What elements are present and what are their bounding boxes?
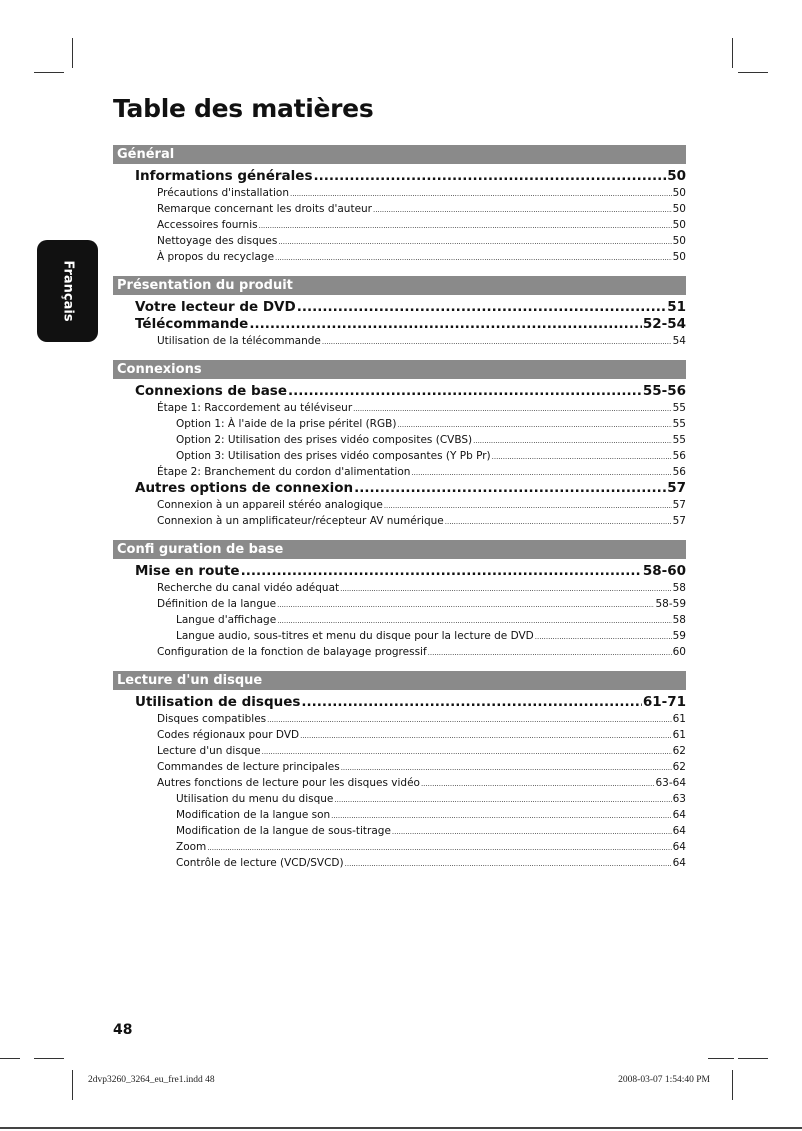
toc-section (113, 145, 686, 265)
dot-leader (301, 694, 641, 711)
toc-entry[interactable] (113, 855, 686, 871)
toc-entry-page: 50 (672, 203, 686, 215)
toc-entry[interactable] (113, 563, 686, 580)
section-header: Lecture d'un disque (113, 671, 686, 690)
crop-mark (738, 1058, 768, 1059)
toc-entry-label: Définition de la langue (157, 598, 277, 610)
toc-entry[interactable] (113, 612, 686, 628)
toc-entry[interactable] (113, 480, 686, 497)
toc-section (113, 540, 686, 660)
toc-entry-page: 57 (672, 515, 686, 527)
toc-entry-label: Précautions d'installation (157, 187, 290, 199)
toc-entry[interactable] (113, 596, 686, 612)
toc-entry-label: Commandes de lecture principales (157, 761, 340, 773)
toc-entry[interactable] (113, 168, 686, 185)
toc-entry-page: 64 (672, 809, 686, 821)
toc-entry-page: 63-64 (655, 777, 686, 789)
toc-entry-label: Connexion à un appareil stéréo analogique (157, 499, 383, 511)
toc-entry-page: 61 (672, 729, 686, 741)
toc-entry-label: Autres options de connexion (135, 480, 354, 496)
toc-entry-page: 55 (672, 402, 686, 414)
dot-leader (428, 644, 672, 661)
toc-entry-label: Contrôle de lecture (VCD/SVCD) (176, 857, 344, 869)
toc-entry-page: 62 (672, 745, 686, 757)
toc-entry[interactable] (113, 759, 686, 775)
toc-entry-label: Option 1: À l'aide de la prise péritel (RGB) (176, 418, 397, 430)
toc-entry-page: 58 (672, 582, 686, 594)
toc-entry-page: 60 (672, 646, 686, 658)
toc-entry-page: 54 (672, 335, 686, 347)
toc-entry-page: 61-71 (642, 694, 686, 710)
dot-leader (340, 580, 671, 597)
section-header: Présentation du produit (113, 276, 686, 295)
dot-leader (535, 628, 672, 645)
toc-entry[interactable] (113, 185, 686, 201)
toc-entry-label: Configuration de la fonction de balayage progressif (157, 646, 427, 658)
dot-leader (277, 612, 671, 629)
toc-entry-page: 55-56 (642, 383, 686, 399)
dot-leader (249, 316, 642, 333)
toc-entry-page: 50 (672, 187, 686, 199)
toc-entry-page: 50 (672, 219, 686, 231)
toc-entry-page: 50 (667, 168, 686, 184)
toc-section (113, 671, 686, 871)
toc-entry-label: Étape 1: Raccordement au téléviseur (157, 402, 353, 414)
toc-entry[interactable] (113, 497, 686, 513)
toc-entry[interactable] (113, 201, 686, 217)
toc-entry[interactable] (113, 775, 686, 791)
toc-entry-page: 57 (667, 480, 686, 496)
toc-entry-label: Mise en route (135, 563, 240, 579)
dot-leader (259, 217, 672, 234)
toc-entry[interactable] (113, 333, 686, 349)
toc-entry[interactable] (113, 644, 686, 660)
toc-entry[interactable] (113, 823, 686, 839)
toc-entry-page: 58-59 (655, 598, 686, 610)
dot-leader (278, 233, 671, 250)
dot-leader (492, 448, 672, 465)
toc-entry-label: Utilisation de disques (135, 694, 301, 710)
dot-leader (322, 333, 672, 350)
toc-entry[interactable] (113, 316, 686, 333)
toc-section (113, 276, 686, 349)
toc-entry-label: À propos du recyclage (157, 251, 275, 263)
toc-entry-page: 55 (672, 418, 686, 430)
dot-leader (345, 855, 672, 872)
section-header: Confi guration de base (113, 540, 686, 559)
dot-leader (411, 464, 671, 481)
toc-entry-label: Accessoires fournis (157, 219, 258, 231)
toc-entry-label: Modification de la langue son (176, 809, 331, 821)
toc-entry[interactable] (113, 791, 686, 807)
toc-entry[interactable] (113, 249, 686, 265)
dot-leader (331, 807, 671, 824)
toc-entry-page: 63 (672, 793, 686, 805)
toc-entry-label: Zoom (176, 841, 207, 853)
dot-leader (277, 596, 654, 613)
toc-entry-label: Modification de la langue de sous-titrage (176, 825, 391, 837)
toc-entry[interactable] (113, 839, 686, 855)
crop-mark (708, 1058, 734, 1059)
toc-entry-label: Langue d'affichage (176, 614, 277, 626)
toc-entry[interactable] (113, 513, 686, 529)
toc-entry[interactable] (113, 727, 686, 743)
page-edge (0, 1127, 802, 1129)
toc-section (113, 360, 686, 529)
toc-entry-page: 64 (672, 841, 686, 853)
toc-entry[interactable] (113, 416, 686, 432)
toc-entry[interactable] (113, 580, 686, 596)
dot-leader (275, 249, 672, 266)
toc-entry-page: 58 (672, 614, 686, 626)
dot-leader (262, 743, 672, 760)
toc-entry-label: Utilisation du menu du disque (176, 793, 334, 805)
language-tab-label: Français (60, 260, 75, 322)
dot-leader (384, 497, 672, 514)
dot-leader (267, 711, 671, 728)
toc-entry-label: Étape 2: Branchement du cordon d'alimentation (157, 466, 411, 478)
slug-timestamp: 2008-03-07 1:54:40 PM (618, 1075, 710, 1085)
toc-entry-page: 58-60 (642, 563, 686, 579)
toc-entry[interactable] (113, 743, 686, 759)
dot-leader (341, 759, 672, 776)
crop-mark (72, 1070, 73, 1100)
toc-entry-page: 61 (672, 713, 686, 725)
toc-entry-label: Connexions de base (135, 383, 288, 399)
toc-entry-page: 52-54 (642, 316, 686, 332)
toc-entry-page: 64 (672, 825, 686, 837)
dot-leader (473, 432, 672, 449)
dot-leader (353, 400, 671, 417)
toc-entry-label: Télécommande (135, 316, 249, 332)
section-header: Général (113, 145, 686, 164)
toc-entry-page: 51 (667, 299, 686, 315)
toc-entry-label: Informations générales (135, 168, 313, 184)
toc-entry-label: Lecture d'un disque (157, 745, 261, 757)
dot-leader (297, 299, 667, 316)
crop-mark (732, 38, 733, 68)
dot-leader (300, 727, 672, 744)
page-number: 48 (113, 1022, 133, 1038)
dot-leader (314, 168, 667, 185)
language-tab (37, 240, 98, 342)
slug-filename: 2dvp3260_3264_eu_fre1.indd 48 (88, 1075, 215, 1085)
toc-entry[interactable] (113, 400, 686, 416)
toc-entry-page: 57 (672, 499, 686, 511)
dot-leader (207, 839, 671, 856)
dot-leader (421, 775, 655, 792)
toc-entry-page: 56 (672, 450, 686, 462)
crop-mark (732, 1070, 733, 1100)
dot-leader (397, 416, 671, 433)
toc-entry-label: Option 2: Utilisation des prises vidéo composites (CVBS) (176, 434, 473, 446)
toc-entry-label: Autres fonctions de lecture pour les disques vidéo (157, 777, 420, 789)
toc-entry[interactable] (113, 628, 686, 644)
toc-entry-page: 55 (672, 434, 686, 446)
toc-entry[interactable] (113, 464, 686, 480)
toc-entry-label: Langue audio, sous-titres et menu du disque pour la lecture de DVD (176, 630, 534, 642)
dot-leader (373, 201, 672, 218)
section-header: Connexions (113, 360, 686, 379)
crop-mark (34, 1058, 64, 1059)
page-title: Table des matières (113, 94, 374, 123)
toc-entry-label: Option 3: Utilisation des prises vidéo composantes (Y Pb Pr) (176, 450, 491, 462)
toc-entry-label: Remarque concernant les droits d'auteur (157, 203, 373, 215)
dot-leader (241, 563, 642, 580)
toc-entry-label: Codes régionaux pour DVD (157, 729, 300, 741)
toc-entry-page: 50 (672, 251, 686, 263)
dot-leader (334, 791, 671, 808)
toc-entry-page: 59 (672, 630, 686, 642)
crop-mark (738, 72, 768, 73)
toc-entry[interactable] (113, 299, 686, 316)
toc-entry-page: 56 (672, 466, 686, 478)
toc-entry[interactable] (113, 711, 686, 727)
toc-entry[interactable] (113, 233, 686, 249)
dot-leader (288, 383, 642, 400)
toc-entry[interactable] (113, 807, 686, 823)
toc-entry-label: Utilisation de la télécommande (157, 335, 321, 347)
toc-entry-label: Votre lecteur de DVD (135, 299, 296, 315)
dot-leader (445, 513, 672, 530)
toc-entry-label: Disques compatibles (157, 713, 267, 725)
toc-entry-page: 64 (672, 857, 686, 869)
toc-entry[interactable] (113, 432, 686, 448)
toc-entry[interactable] (113, 383, 686, 400)
toc-entry-page: 50 (672, 235, 686, 247)
crop-mark (0, 1058, 20, 1059)
crop-mark (34, 72, 64, 73)
toc-entry-label: Nettoyage des disques (157, 235, 278, 247)
dot-leader (354, 480, 666, 497)
crop-mark (72, 38, 73, 68)
toc-entry[interactable] (113, 217, 686, 233)
toc-entry[interactable] (113, 448, 686, 464)
dot-leader (392, 823, 672, 840)
toc-entry[interactable] (113, 694, 686, 711)
table-of-contents (113, 145, 686, 882)
toc-entry-label: Recherche du canal vidéo adéquat (157, 582, 340, 594)
toc-entry-label: Connexion à un amplificateur/récepteur AV numérique (157, 515, 444, 527)
toc-entry-page: 62 (672, 761, 686, 773)
dot-leader (290, 185, 672, 202)
